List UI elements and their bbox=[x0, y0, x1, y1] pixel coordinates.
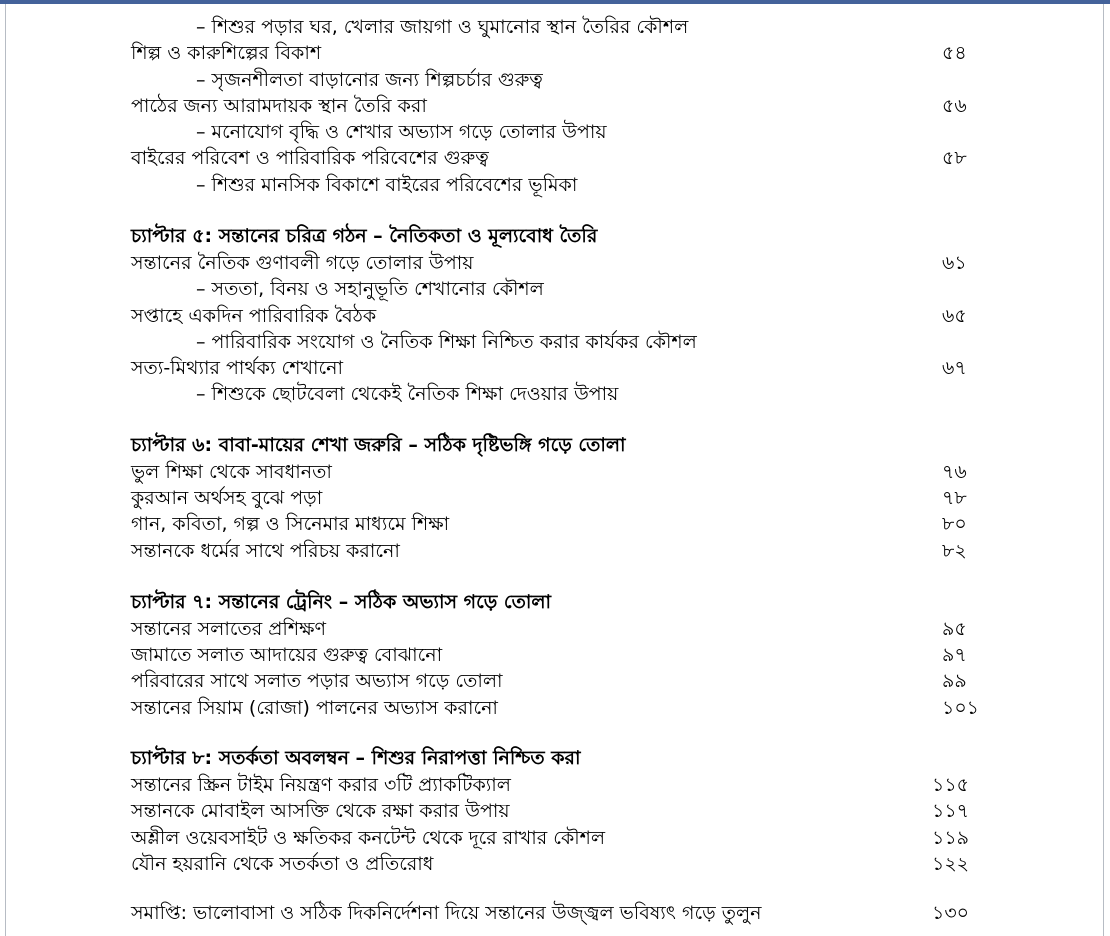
entry-page-number: ১০১ bbox=[942, 697, 980, 719]
entry-page-number: ১১৭ bbox=[932, 800, 970, 822]
toc-entry bbox=[0, 355, 1110, 381]
entry-page-number: ৬১ bbox=[942, 252, 967, 274]
entry-title: সন্তানের সিয়াম (রোজা) পালনের অভ্যাস করানো bbox=[131, 697, 498, 719]
entry-title: সন্তানের স্ক্রিন টাইম নিয়ন্ত্রণ করার ৩টি প্র্যাকটিক্যাল bbox=[131, 774, 511, 796]
toc-entry bbox=[0, 485, 1110, 511]
entry-title: অশ্লীল ওয়েবসাইট ও ক্ষতিকর কনটেন্ট থেকে দূরে রাখার কৌশল bbox=[131, 827, 606, 849]
toc-entry bbox=[0, 40, 1110, 66]
entry-title: সন্তানকে ধর্মের সাথে পরিচয় করানো bbox=[131, 540, 400, 562]
toc-entry bbox=[0, 459, 1110, 485]
entry-title: পরিবারের সাথে সলাত পড়ার অভ্যাস গড়ে তোলা bbox=[131, 670, 503, 692]
entry-page-number: ১১৫ bbox=[932, 774, 969, 796]
entry-page-number: ৫৬ bbox=[942, 95, 967, 117]
subentry-text: – শিশুর পড়ার ঘর, খেলার জায়গা ও ঘুমানোর স্থান তৈরির কৌশল bbox=[196, 16, 689, 38]
subentry-text: – মনোযোগ বৃদ্ধি ও শেখার অভ্যাস গড়ে তোলার উপায় bbox=[196, 121, 607, 143]
toc-entry bbox=[0, 668, 1110, 694]
subentry-text: – শিশুকে ছোটবেলা থেকেই নৈতিক শিক্ষা দেওয়ার উপায় bbox=[196, 383, 619, 405]
toc-subentry bbox=[0, 14, 1110, 40]
entry-page-number: ৯৫ bbox=[942, 618, 967, 640]
toc-entry bbox=[0, 798, 1110, 824]
subentry-text: – পারিবারিক সংযোগ ও নৈতিক শিক্ষা নিশ্চিত করার কার্যকর কৌশল bbox=[196, 331, 697, 353]
toc-entry bbox=[0, 772, 1110, 798]
chapter-heading bbox=[0, 589, 1110, 615]
toc-subentry bbox=[0, 329, 1110, 355]
entry-page-number: ৭৬ bbox=[942, 461, 967, 483]
entry-page-number: ৫৪ bbox=[942, 42, 967, 64]
toc-entry bbox=[0, 511, 1110, 537]
toc-entry bbox=[0, 825, 1110, 851]
toc-subentry bbox=[0, 381, 1110, 407]
entry-title: কুরআন অর্থসহ বুঝে পড়া bbox=[131, 487, 323, 509]
toc-entry bbox=[0, 695, 1110, 721]
chapter-heading bbox=[0, 745, 1110, 771]
entry-title: শিল্প ও কারুশিল্পের বিকাশ bbox=[131, 42, 322, 64]
entry-page-number: ৬৫ bbox=[942, 305, 967, 327]
entry-title: পাঠের জন্য আরামদায়ক স্থান তৈরি করা bbox=[131, 95, 427, 117]
entry-page-number: ৯৭ bbox=[942, 644, 967, 666]
entry-page-number: ৮২ bbox=[942, 540, 967, 562]
toc-entry bbox=[0, 93, 1110, 119]
entry-title: সন্তানের সলাতের প্রশিক্ষণ bbox=[131, 618, 326, 640]
chapter-heading bbox=[0, 432, 1110, 458]
entry-title: সত্য-মিথ্যার পার্থক্য শেখানো bbox=[131, 357, 343, 379]
entry-page-number: ৮০ bbox=[942, 513, 967, 535]
entry-title: সন্তানকে মোবাইল আসক্তি থেকে রক্ষা করার উপায় bbox=[131, 800, 510, 822]
subentry-text: – শিশুর মানসিক বিকাশে বাইরের পরিবেশের ভূমিকা bbox=[196, 174, 578, 196]
toc-entry bbox=[0, 145, 1110, 171]
toc-subentry bbox=[0, 172, 1110, 198]
toc-entry bbox=[0, 250, 1110, 276]
toc-conclusion bbox=[0, 900, 1110, 926]
toc-entry bbox=[0, 851, 1110, 877]
entry-page-number: ১৩০ bbox=[932, 902, 970, 924]
chapter-title: চ্যাপ্টার ৫: সন্তানের চরিত্র গঠন – নৈতিকতা ও মূল্যবোধ তৈরি bbox=[131, 225, 598, 247]
entry-title: বাইরের পরিবেশ ও পারিবারিক পরিবেশের গুরুত্ব bbox=[131, 147, 489, 169]
entry-page-number: ৯৯ bbox=[942, 670, 967, 692]
chapter-title: চ্যাপ্টার ৭: সন্তানের ট্রেনিং – সঠিক অভ্যাস গড়ে তোলা bbox=[131, 591, 552, 613]
entry-title: সন্তানের নৈতিক গুণাবলী গড়ে তোলার উপায় bbox=[131, 252, 474, 274]
entry-page-number: ৬৭ bbox=[942, 357, 967, 379]
entry-page-number: ১১৯ bbox=[932, 827, 969, 849]
entry-page-number: ৭৮ bbox=[942, 487, 967, 509]
chapter-heading bbox=[0, 223, 1110, 249]
chapter-title: চ্যাপ্টার ৮: সতর্কতা অবলম্বন – শিশুর নিরাপত্তা নিশ্চিত করা bbox=[131, 747, 581, 769]
entry-title: জামাতে সলাত আদায়ের গুরুত্ব বোঝানো bbox=[131, 644, 443, 666]
subentry-text: – সততা, বিনয় ও সহানুভূতি শেখানোর কৌশল bbox=[196, 278, 544, 300]
toc-entry bbox=[0, 538, 1110, 564]
toc-entry bbox=[0, 642, 1110, 668]
toc-entry bbox=[0, 616, 1110, 642]
entry-title: সপ্তাহে একদিন পারিবারিক বৈঠক bbox=[131, 305, 377, 327]
toc-subentry bbox=[0, 119, 1110, 145]
entry-page-number: ১২২ bbox=[932, 853, 970, 875]
toc-subentry bbox=[0, 67, 1110, 93]
conclusion-title: সমাপ্তি: ভালোবাসা ও সঠিক দিকনির্দেশনা দিয়ে সন্তানের উজ্জ্বল ভবিষ্যৎ গড়ে তুলুন bbox=[131, 902, 762, 924]
entry-title: ভুল শিক্ষা থেকে সাবধানতা bbox=[131, 461, 332, 483]
toc-subentry bbox=[0, 276, 1110, 302]
toc-entry bbox=[0, 303, 1110, 329]
subentry-text: – সৃজনশীলতা বাড়ানোর জন্য শিল্পচর্চার গুরুত্ব bbox=[196, 69, 543, 91]
entry-page-number: ৫৮ bbox=[942, 147, 967, 169]
chapter-title: চ্যাপ্টার ৬: বাবা-মায়ের শেখা জরুরি – সঠিক দৃষ্টিভঙ্গি গড়ে তোলা bbox=[131, 434, 626, 456]
top-border bbox=[0, 0, 1110, 4]
entry-title: গান, কবিতা, গল্প ও সিনেমার মাধ্যমে শিক্ষা bbox=[131, 513, 450, 535]
entry-title: যৌন হয়রানি থেকে সতর্কতা ও প্রতিরোধ bbox=[131, 853, 434, 875]
